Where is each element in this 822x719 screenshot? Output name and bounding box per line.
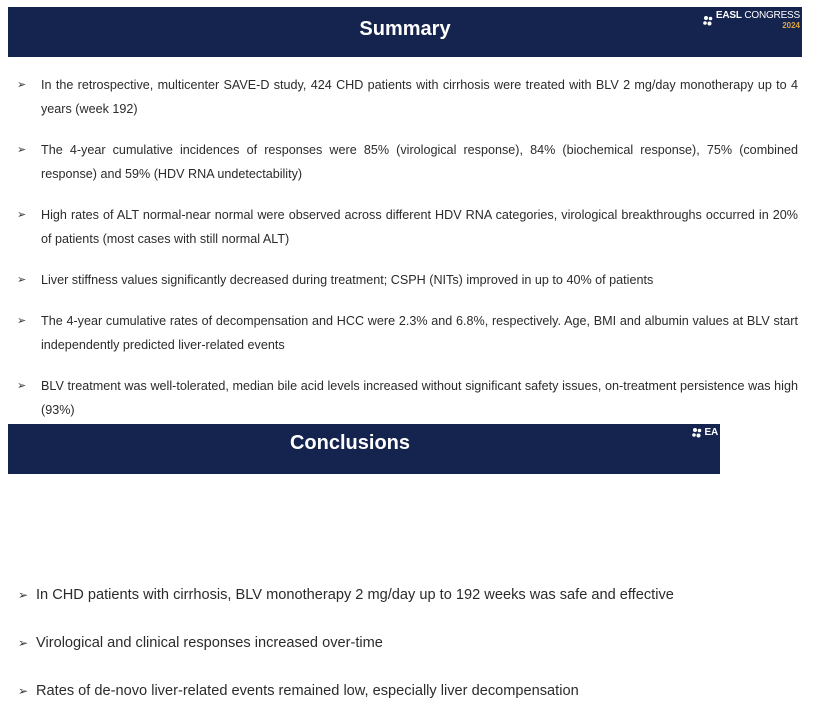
bullet-arrow-icon: ➢ — [18, 684, 29, 698]
bullet-arrow-icon: ➢ — [17, 209, 27, 221]
summary-list — [15, 73, 798, 422]
summary-item — [15, 203, 798, 251]
bullet-arrow-icon: ➢ — [17, 380, 27, 392]
logo-year: 2024 — [782, 21, 800, 30]
summary-item-text: BLV treatment was well-tolerated, median bile acid levels increased without significant safety issues, on-treatment persistence was high (93%) — [41, 379, 798, 417]
summary-item — [15, 268, 798, 292]
easl-logo-cropped — [691, 427, 719, 439]
conclusion-item-text: In CHD patients with cirrhosis, BLV monotherapy 2 mg/day up to 192 weeks was safe and effective — [36, 587, 674, 603]
bullet-arrow-icon: ➢ — [18, 636, 29, 650]
conclusions-title: Conclusions — [289, 431, 410, 454]
conclusion-item-text: Virological and clinical responses increased over-time — [36, 635, 383, 651]
summary-banner — [8, 7, 802, 57]
summary-item — [15, 73, 798, 121]
conclusion-item — [18, 678, 738, 704]
summary-item-text: In the retrospective, multicenter SAVE-D study, 424 CHD patients with cirrhosis were treated with BLV 2 mg/day monotherapy up to 4 years (week 192) — [41, 78, 798, 116]
bullet-arrow-icon: ➢ — [17, 315, 27, 327]
summary-item — [15, 309, 798, 357]
bullet-arrow-icon: ➢ — [17, 144, 27, 156]
bullet-arrow-icon: ➢ — [17, 274, 27, 286]
logo-brand: EA — [704, 427, 718, 438]
summary-item-text: The 4-year cumulative incidences of responses were 85% (virological response), 84% (biochemical response), 75% (combined response) and 59% (HDV RNA undetectability) — [41, 143, 798, 181]
summary-item-text: The 4-year cumulative rates of decompensation and HCC were 2.3% and 6.8%, respectively. Age, BMI and albumin values at BLV start independently predicted liver-related events — [41, 314, 798, 352]
summary-item — [15, 374, 798, 422]
summary-item-text: High rates of ALT normal-near normal were observed across different HDV RNA categories, virological breakthroughs occurred in 20% of patients (most cases with still normal ALT) — [41, 208, 798, 246]
conclusion-item-text: Rates of de-novo liver-related events remained low, especially liver decompensation — [36, 683, 579, 699]
easl-logo-icon — [691, 427, 703, 439]
bullet-arrow-icon: ➢ — [17, 79, 27, 91]
logo-brand: EASL — [715, 10, 742, 21]
summary-item — [15, 138, 798, 186]
logo-congress: CONGRESS — [741, 10, 800, 21]
easl-congress-logo — [702, 11, 800, 30]
conclusion-item — [18, 582, 738, 608]
easl-logo-icon — [702, 15, 714, 27]
conclusions-banner — [8, 424, 720, 474]
conclusion-item — [18, 630, 738, 656]
bullet-arrow-icon: ➢ — [18, 588, 29, 602]
summary-item-text: Liver stiffness values significantly decreased during treatment; CSPH (NITs) improved in up to 40% of patients — [41, 273, 654, 287]
summary-title: Summary — [359, 17, 451, 40]
conclusions-list — [18, 582, 738, 704]
